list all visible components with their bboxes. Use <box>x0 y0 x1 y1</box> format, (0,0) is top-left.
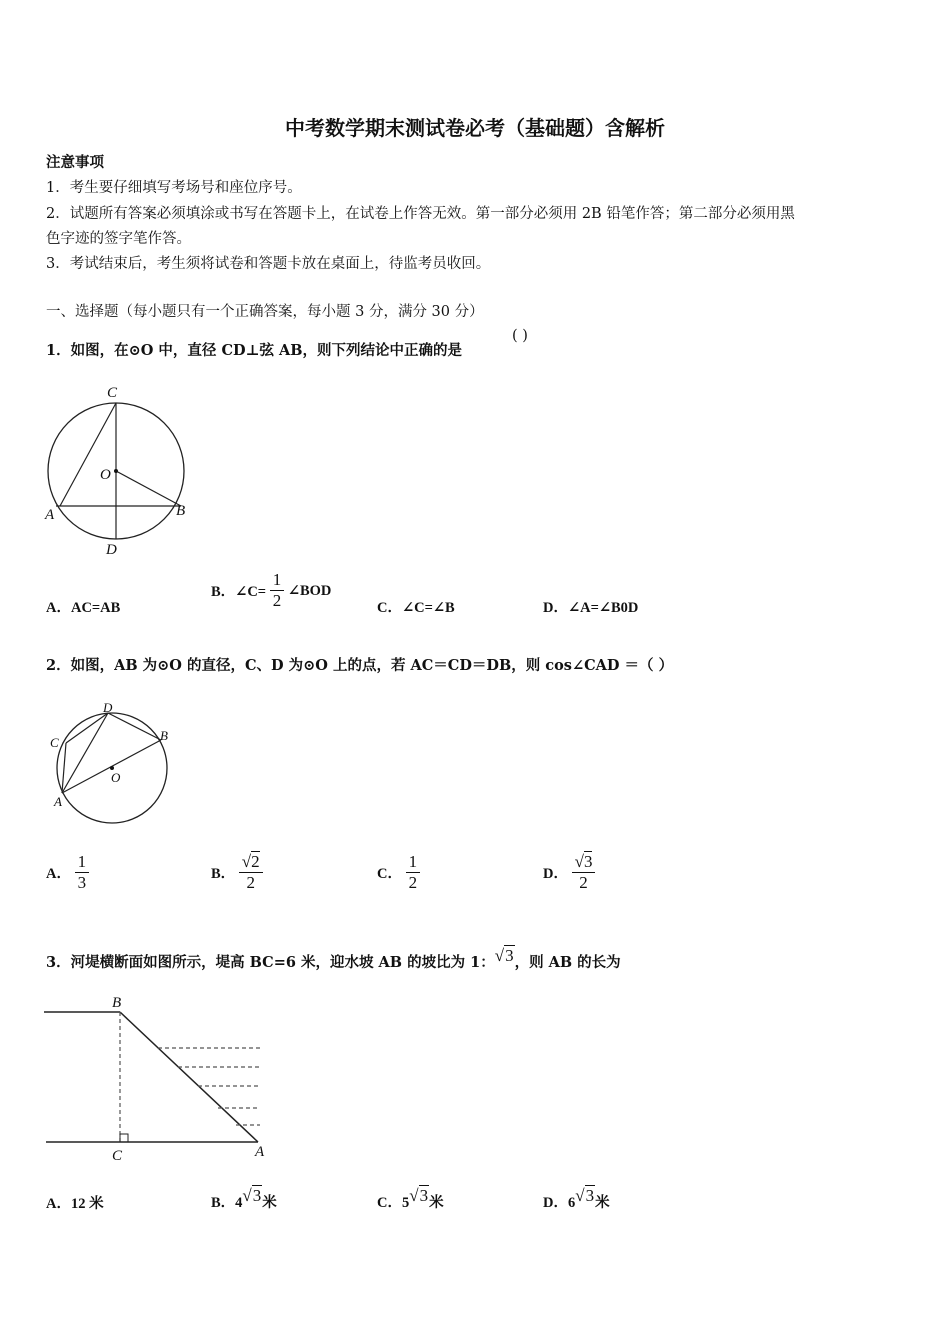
q3-option-a[interactable]: A．12 米 <box>46 1196 104 1212</box>
q3-stem-suffix: ，则 AB 的长为 <box>514 954 621 971</box>
q2-segment-db <box>108 713 161 740</box>
q1-option-b-suffix: ∠BOD <box>287 582 332 599</box>
q2-option-c-numerator: 1 <box>406 852 421 873</box>
q3-option-b-radicand: 3 <box>252 1186 262 1205</box>
q3-label-b: B <box>112 995 122 1011</box>
q2-option-a-denominator: 3 <box>77 873 87 892</box>
notice-item-2-cont: 色字迹的签字笔作答。 <box>46 231 191 247</box>
q3-option-b-sqrt: √3 <box>242 1186 262 1205</box>
q1-circle-figure <box>40 380 200 560</box>
q1-label-b: B <box>176 503 186 519</box>
q1-option-b-fraction <box>270 570 285 611</box>
q2-option-c[interactable] <box>377 852 420 893</box>
q3-stem <box>46 934 621 985</box>
q3-option-d[interactable] <box>543 1178 610 1221</box>
q3-embankment-figure <box>44 990 274 1165</box>
q3-stem-sqrt: √3 <box>494 946 514 965</box>
q1-label-c: C <box>107 385 118 401</box>
q2-option-c-label: C． <box>377 866 402 882</box>
q2-option-b-fraction: $\frac{√2}{2}$ <box>239 852 263 893</box>
q1-segment-ca <box>60 403 116 506</box>
q2-option-d-label: D． <box>543 866 568 882</box>
q3-slope-ab <box>120 1012 258 1142</box>
q3-option-b-prefix: B．4 <box>211 1195 243 1211</box>
q3-right-angle-mark <box>120 1134 128 1142</box>
q3-option-c-suffix: 米 <box>429 1195 444 1211</box>
q1-option-c[interactable]: C．∠C=∠B <box>377 600 455 616</box>
q2-option-a-fraction <box>75 852 90 893</box>
q1-label-d: D <box>106 542 117 558</box>
q1-option-a[interactable]: A．AC=AB <box>46 600 121 616</box>
q2-option-a-numerator: 1 <box>75 852 90 873</box>
q3-stem-prefix: 3．河堤横断面如图所示，堤高 BC=6 米，迎水坡 AB 的坡比为 1： <box>46 954 495 971</box>
q3-stem-radicand: 3 <box>505 946 514 965</box>
q2-segment-cd <box>66 713 108 743</box>
q2-label-o: O <box>111 770 121 785</box>
q2-option-d[interactable] <box>543 852 595 893</box>
q1-option-d[interactable]: D．∠A=∠B0D <box>543 600 639 616</box>
q3-option-b-suffix: 米 <box>262 1195 277 1211</box>
q2-option-a-label: A． <box>46 866 71 882</box>
q3-option-c-sqrt: √3 <box>409 1186 429 1205</box>
q1-segment-ob <box>116 471 181 506</box>
q3-option-d-prefix: D．6 <box>543 1195 576 1211</box>
q3-option-c-prefix: C．5 <box>377 1195 410 1211</box>
q3-option-c-radicand: 3 <box>419 1186 429 1205</box>
q3-option-b[interactable] <box>211 1178 277 1221</box>
q2-option-c-denominator: 2 <box>408 873 418 892</box>
q3-label-a: A <box>255 1144 265 1160</box>
q1-option-b-prefix: B．∠C= <box>211 584 267 600</box>
q3-option-c[interactable] <box>377 1178 444 1221</box>
q2-circle-figure <box>44 698 184 828</box>
q1-option-b-numerator: 1 <box>270 570 285 591</box>
q2-option-b-label: B． <box>211 866 236 882</box>
notice-item-1: 1．考生要仔细填写考场号和座位序号。 <box>46 180 302 196</box>
section-heading: 一、选择题（每小题只有一个正确答案，每小题 3 分，满分 30 分） <box>46 304 484 320</box>
q2-option-b-denominator: 2 <box>246 873 255 892</box>
notice-item-2: 2．试题所有答案必须填涂或书写在答题卡上，在试卷上作答无效。第一部分必须用 2B 铅笔作答；第二部分必须用黑 <box>46 206 795 222</box>
q2-option-a[interactable] <box>46 852 89 893</box>
q2-option-d-fraction: $\frac{√3}{2}$ <box>572 852 596 893</box>
q2-label-c: C <box>50 735 59 750</box>
q2-option-d-radicand: 3 <box>583 852 593 871</box>
q2-stem: 2．如图，AB 为⊙O 的直径，C、D 为⊙O 上的点，若 AC＝CD＝DB，则 cos∠CAD ＝（ ） <box>46 657 674 674</box>
q2-option-b[interactable] <box>211 852 263 893</box>
q1-label-o: O <box>100 467 111 483</box>
q3-label-c: C <box>112 1148 123 1164</box>
q1-stem: 1．如图，在⊙O 中，直径 CD⊥弦 AB，则下列结论中正确的是 <box>46 342 463 359</box>
notice-item-3: 3．考试结束后，考生须将试卷和答题卡放在桌面上，待监考员收回。 <box>46 256 491 272</box>
q2-option-b-radicand: 2 <box>251 852 260 871</box>
notice-heading: 注意事项 <box>46 154 104 171</box>
q2-option-d-denominator: 2 <box>579 873 588 892</box>
q1-center-dot <box>114 469 118 473</box>
q2-segment-ac <box>62 743 66 793</box>
q2-label-a: A <box>54 794 62 809</box>
q1-label-a: A <box>45 507 55 523</box>
q2-option-c-fraction <box>406 852 421 893</box>
page-title: 中考数学期末测试卷必考（基础题）含解析 <box>285 116 665 140</box>
q2-label-d: D <box>103 700 113 715</box>
q3-option-d-radicand: 3 <box>585 1186 595 1205</box>
q3-option-d-sqrt: √3 <box>575 1186 595 1205</box>
q1-option-b-denominator: 2 <box>272 591 282 610</box>
q1-option-b[interactable] <box>211 570 331 611</box>
q2-label-b: B <box>160 728 168 743</box>
q3-option-d-suffix: 米 <box>595 1195 610 1211</box>
q1-answer-paren: ( ) <box>512 328 528 344</box>
